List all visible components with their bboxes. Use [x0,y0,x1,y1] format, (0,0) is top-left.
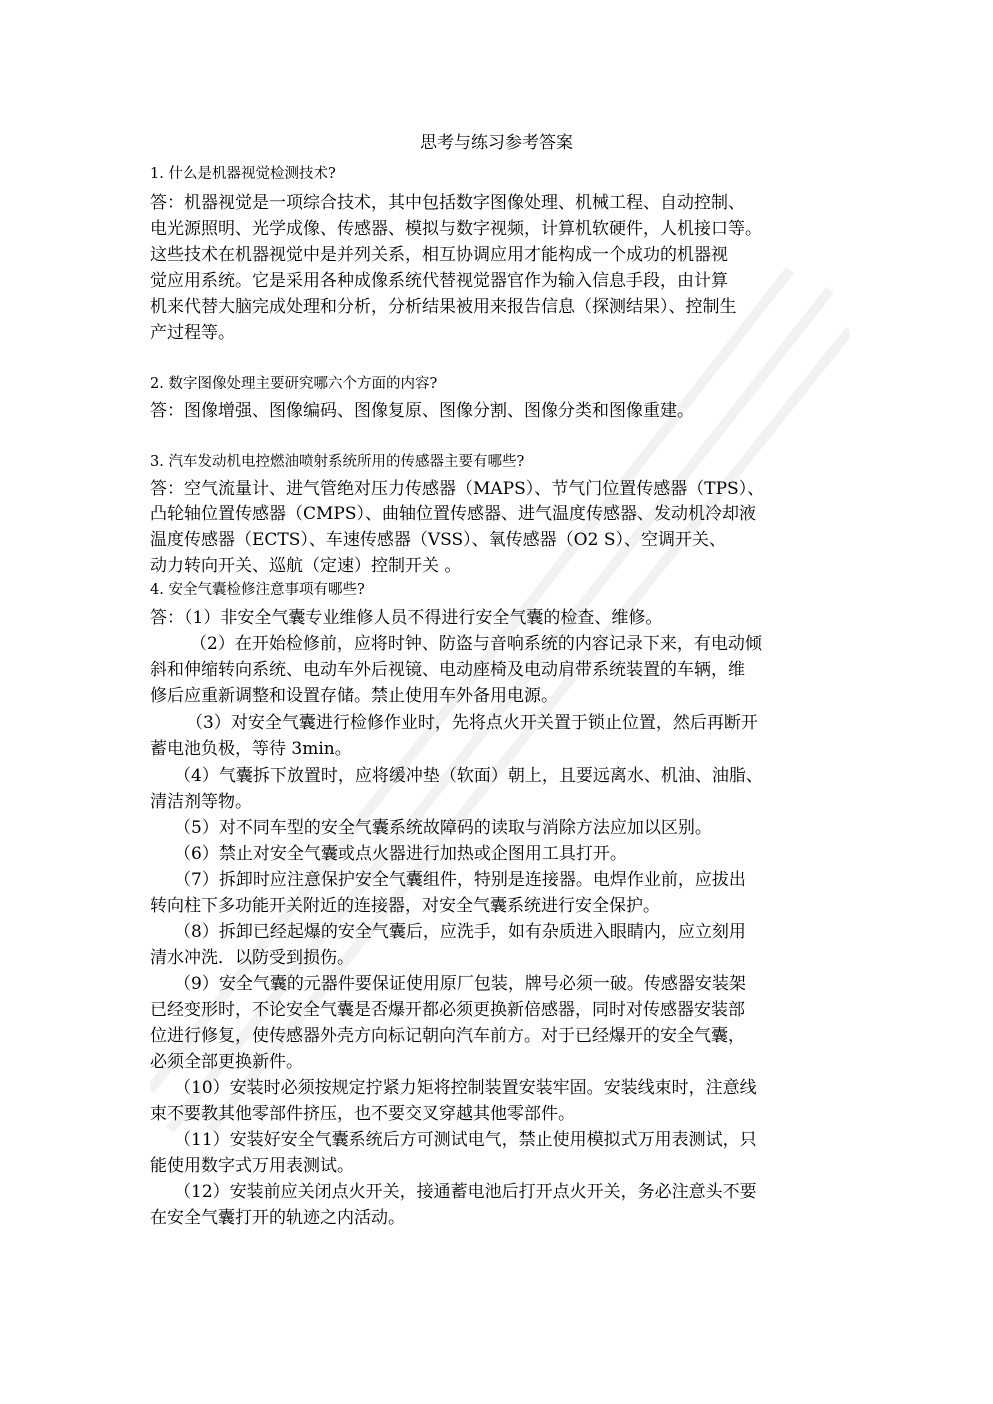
answer-4-item-2-line-3: 修后应重新调整和设置存储。禁止使用车外备用电源。 [150,686,558,706]
answer-1-line-3: 这些技术在机器视觉中是并列关系，相互协调应用才能构成一个成功的机器视 [150,245,728,265]
answer-4-item-6: （6）禁止对安全气囊或点火器进行加热或企图用工具打开。 [174,844,627,864]
question-1: 1. 什么是机器视觉检测技术? [150,166,336,182]
answer-4-item-12-line-1: （12）安装前应关闭点火开关，接通蓄电池后打开点火开关，务必注意头不要 [174,1182,757,1202]
answer-3-line-2: 凸轮轴位置传感器（CMPS）、曲轴位置传感器、进气温度传感器、发动机冷却液 [150,504,756,524]
answer-4-item-3-line-2: 蓄电池负极，等待 3min。 [150,739,352,759]
answer-4-item-8-line-2: 清水冲洗．以防受到损伤。 [150,948,354,968]
answer-4-item-5: （5）对不同车型的安全气囊系统故障码的读取与消除方法应加以区别。 [174,818,712,838]
answer-4-item-9-line-2: 已经变形时，不论安全气囊是否爆开都必须更换新倍感器，同时对传感器安装部 [150,1000,745,1020]
answer-4-item-2-line-1: （2）在开始检修前，应将时钟、防盗与音响系统的内容记录下来，有电动倾 [190,634,762,654]
answer-3-line-4: 动力转向开关、巡航（定速）控制开关 。 [150,556,462,576]
answer-3-line-1: 答：空气流量计、进气管绝对压力传感器（MAPS）、节气门位置传感器（TPS）、 [150,479,765,499]
answer-4-item-4-line-1: （4）气囊拆下放置时，应将缓冲垫（软面）朝上，且要远离水、机油、油脂、 [174,766,763,786]
answer-4-item-9-line-3: 位进行修复，使传感器外壳方向标记朝向汽车前方。对于已经爆开的安全气囊， [150,1026,745,1046]
answer-2: 答：图像增强、图像编码、图像复原、图像分割、图像分类和图像重建。 [150,401,694,421]
answer-4-item-2-line-2: 斜和伸缩转向系统、电动车外后视镜、电动座椅及电动肩带系统装置的车辆，维 [150,660,745,680]
answer-4-item-11-line-2: 能使用数字式万用表测试。 [150,1156,354,1176]
answer-4-item-7-line-2: 转向柱下多功能开关附近的连接器，对安全气囊系统进行安全保护。 [150,896,660,916]
answer-4-item-8-line-1: （8）拆卸已经起爆的安全气囊后，应洗手，如有杂质进入眼睛内，应立刻用 [174,922,746,942]
page-title: 思考与练习参考答案 [420,133,573,153]
question-2: 2. 数字图像处理主要研究哪六个方面的内容? [150,376,438,392]
answer-4-item-12-line-2: 在安全气囊打开的轨迹之内活动。 [150,1208,405,1228]
answer-4-item-11-line-1: （11）安装好安全气囊系统后方可测试电气，禁止使用模拟式万用表测试，只 [174,1130,757,1150]
answer-1-line-2: 电光源照明、光学成像、传感器、模拟与数字视频，计算机软硬件，人机接口等。 [150,219,762,239]
answer-4-item-3-line-1: （3）对安全气囊进行检修作业时，先将点火开关置于锁止位置，然后再断开 [186,713,758,733]
answer-4-item-10-line-1: （10）安装时必须按规定拧紧力矩将控制装置安装牢固。安装线束时，注意线 [174,1078,757,1098]
answer-4-item-7-line-1: （7）拆卸时应注意保护安全气囊组件，特别是连接器。电焊作业前，应拔出 [174,870,746,890]
answer-1-line-1: 答：机器视觉是一项综合技术，其中包括数字图像处理、机械工程、自动控制、 [150,193,745,213]
answer-4-item-10-line-2: 束不要教其他零部件挤压，也不要交叉穿越其他零部件。 [150,1104,575,1124]
answer-4-item-1: 答：（1）非安全气囊专业维修人员不得进行安全气囊的检查、维修。 [150,608,663,628]
answer-1-line-4: 觉应用系统。它是采用各种成像系统代替视觉器官作为输入信息手段，由计算 [150,271,728,291]
question-4: 4. 安全气囊检修注意事项有哪些? [150,582,365,598]
answer-3-line-3: 温度传感器（ECTS）、车速传感器（VSS）、氧传感器（O2 S）、空调开关、 [150,530,726,550]
answer-1-line-6: 产过程等。 [150,323,235,343]
answer-4-item-4-line-2: 清洁剂等物。 [150,792,252,812]
answer-1-line-5: 机来代替大脑完成处理和分析，分析结果被用来报告信息（探测结果）、控制生 [150,297,737,317]
question-3: 3. 汽车发动机电控燃油喷射系统所用的传感器主要有哪些? [150,454,525,470]
answer-4-item-9-line-4: 必须全部更换新件。 [150,1052,303,1072]
answer-4-item-9-line-1: （9）安全气囊的元器件要保证使用原厂包装，牌号必须一破。传感器安装架 [174,974,746,994]
